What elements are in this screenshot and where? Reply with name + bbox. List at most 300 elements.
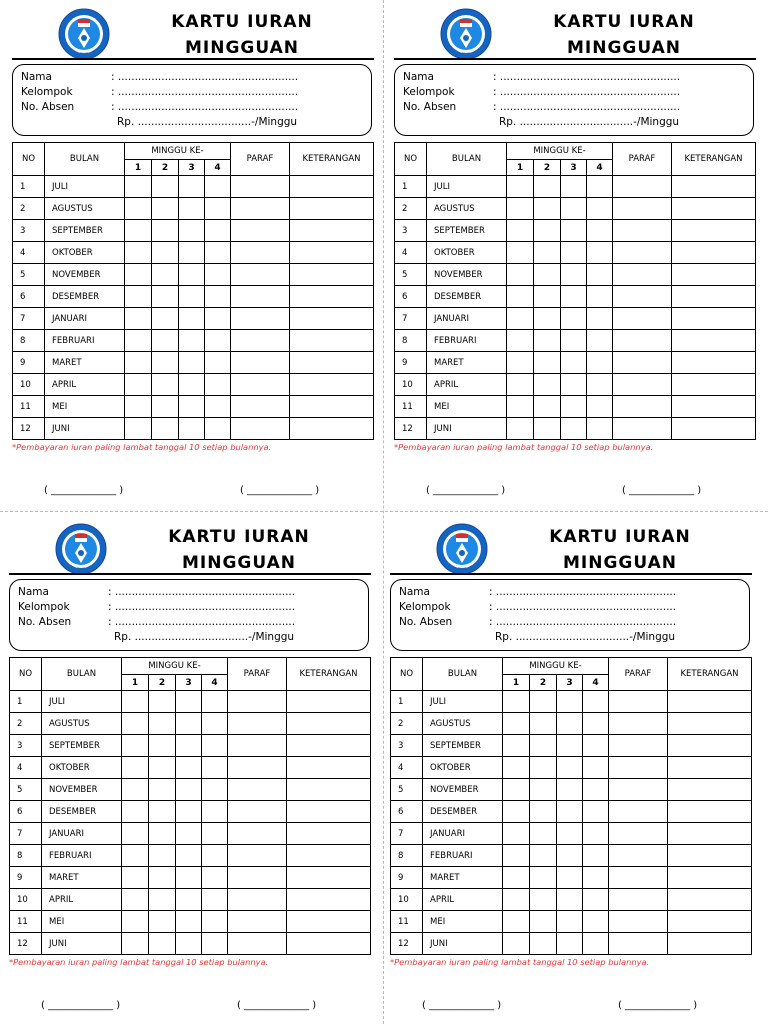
keterangan-cell[interactable] <box>672 286 756 308</box>
paraf-cell[interactable] <box>231 418 290 440</box>
paraf-cell[interactable] <box>609 933 668 955</box>
keterangan-cell[interactable] <box>290 352 374 374</box>
week-2-cell[interactable] <box>530 735 557 757</box>
week-2-cell[interactable] <box>149 933 176 955</box>
week-3-cell[interactable] <box>179 396 205 418</box>
week-4-cell[interactable] <box>583 845 609 867</box>
week-4-cell[interactable] <box>205 176 231 198</box>
week-3-cell[interactable] <box>176 845 202 867</box>
rp-per-week-field[interactable]: Rp. ..................................-/Minggu <box>495 631 676 643</box>
week-1-cell[interactable] <box>503 757 530 779</box>
absen-field[interactable] <box>18 616 295 629</box>
week-2-cell[interactable] <box>149 691 176 713</box>
keterangan-cell[interactable] <box>668 801 752 823</box>
keterangan-cell[interactable] <box>290 242 374 264</box>
week-2-cell[interactable] <box>534 264 561 286</box>
paraf-cell[interactable] <box>613 396 672 418</box>
week-4-cell[interactable] <box>205 198 231 220</box>
keterangan-cell[interactable] <box>290 220 374 242</box>
week-3-cell[interactable] <box>561 418 587 440</box>
week-4-cell[interactable] <box>583 889 609 911</box>
keterangan-cell[interactable] <box>668 889 752 911</box>
keterangan-cell[interactable] <box>672 308 756 330</box>
week-4-cell[interactable] <box>202 757 228 779</box>
week-4-cell[interactable] <box>583 691 609 713</box>
week-3-cell[interactable] <box>179 264 205 286</box>
keterangan-cell[interactable] <box>290 176 374 198</box>
week-2-cell[interactable] <box>534 352 561 374</box>
week-3-cell[interactable] <box>176 735 202 757</box>
keterangan-cell[interactable] <box>668 735 752 757</box>
keterangan-cell[interactable] <box>668 757 752 779</box>
week-3-cell[interactable] <box>557 801 583 823</box>
week-1-cell[interactable] <box>125 198 152 220</box>
week-2-cell[interactable] <box>152 286 179 308</box>
week-4-cell[interactable] <box>583 801 609 823</box>
keterangan-cell[interactable] <box>668 691 752 713</box>
signature-right[interactable]: ( _____________ ) <box>237 1000 317 1011</box>
week-1-cell[interactable] <box>503 735 530 757</box>
nama-field[interactable] <box>403 71 680 84</box>
week-1-cell[interactable] <box>503 867 530 889</box>
keterangan-cell[interactable] <box>287 933 371 955</box>
week-3-cell[interactable] <box>557 713 583 735</box>
week-2-cell[interactable] <box>530 911 557 933</box>
week-1-cell[interactable] <box>122 823 149 845</box>
kelompok-field[interactable] <box>21 86 298 99</box>
week-2-cell[interactable] <box>530 867 557 889</box>
week-1-cell[interactable] <box>125 418 152 440</box>
week-4-cell[interactable] <box>583 933 609 955</box>
week-4-cell[interactable] <box>202 911 228 933</box>
week-1-cell[interactable] <box>507 352 534 374</box>
paraf-cell[interactable] <box>231 242 290 264</box>
week-2-cell[interactable] <box>530 933 557 955</box>
week-3-cell[interactable] <box>561 264 587 286</box>
week-3-cell[interactable] <box>179 198 205 220</box>
week-3-cell[interactable] <box>561 352 587 374</box>
week-2-cell[interactable] <box>530 757 557 779</box>
week-4-cell[interactable] <box>583 779 609 801</box>
week-4-cell[interactable] <box>583 911 609 933</box>
week-3-cell[interactable] <box>176 691 202 713</box>
week-4-cell[interactable] <box>202 845 228 867</box>
signature-left[interactable]: ( _____________ ) <box>44 485 124 496</box>
week-3-cell[interactable] <box>557 691 583 713</box>
paraf-cell[interactable] <box>228 911 287 933</box>
paraf-cell[interactable] <box>228 691 287 713</box>
week-1-cell[interactable] <box>503 779 530 801</box>
week-1-cell[interactable] <box>122 845 149 867</box>
week-2-cell[interactable] <box>534 198 561 220</box>
week-3-cell[interactable] <box>176 713 202 735</box>
week-4-cell[interactable] <box>202 735 228 757</box>
week-2-cell[interactable] <box>149 867 176 889</box>
week-2-cell[interactable] <box>530 779 557 801</box>
week-2-cell[interactable] <box>152 198 179 220</box>
week-3-cell[interactable] <box>179 176 205 198</box>
keterangan-cell[interactable] <box>668 779 752 801</box>
keterangan-cell[interactable] <box>672 418 756 440</box>
week-3-cell[interactable] <box>557 933 583 955</box>
week-1-cell[interactable] <box>122 889 149 911</box>
keterangan-cell[interactable] <box>287 735 371 757</box>
paraf-cell[interactable] <box>228 845 287 867</box>
week-4-cell[interactable] <box>587 176 613 198</box>
paraf-cell[interactable] <box>609 713 668 735</box>
week-4-cell[interactable] <box>587 330 613 352</box>
absen-field[interactable] <box>399 616 676 629</box>
week-1-cell[interactable] <box>503 845 530 867</box>
keterangan-cell[interactable] <box>672 352 756 374</box>
week-1-cell[interactable] <box>122 779 149 801</box>
week-1-cell[interactable] <box>125 176 152 198</box>
week-1-cell[interactable] <box>122 757 149 779</box>
week-2-cell[interactable] <box>152 220 179 242</box>
week-2-cell[interactable] <box>149 779 176 801</box>
paraf-cell[interactable] <box>609 691 668 713</box>
paraf-cell[interactable] <box>228 933 287 955</box>
keterangan-cell[interactable] <box>672 330 756 352</box>
signature-left[interactable]: ( _____________ ) <box>426 485 506 496</box>
week-3-cell[interactable] <box>557 845 583 867</box>
week-2-cell[interactable] <box>530 691 557 713</box>
week-1-cell[interactable] <box>507 418 534 440</box>
week-1-cell[interactable] <box>125 264 152 286</box>
week-4-cell[interactable] <box>583 757 609 779</box>
keterangan-cell[interactable] <box>287 801 371 823</box>
week-3-cell[interactable] <box>561 242 587 264</box>
week-2-cell[interactable] <box>152 396 179 418</box>
paraf-cell[interactable] <box>228 779 287 801</box>
week-2-cell[interactable] <box>152 374 179 396</box>
keterangan-cell[interactable] <box>287 911 371 933</box>
paraf-cell[interactable] <box>231 308 290 330</box>
keterangan-cell[interactable] <box>672 264 756 286</box>
week-4-cell[interactable] <box>202 801 228 823</box>
week-1-cell[interactable] <box>507 374 534 396</box>
week-4-cell[interactable] <box>587 242 613 264</box>
week-4-cell[interactable] <box>587 396 613 418</box>
week-4-cell[interactable] <box>205 352 231 374</box>
week-4-cell[interactable] <box>202 691 228 713</box>
keterangan-cell[interactable] <box>287 757 371 779</box>
week-2-cell[interactable] <box>149 911 176 933</box>
paraf-cell[interactable] <box>228 801 287 823</box>
paraf-cell[interactable] <box>228 735 287 757</box>
week-1-cell[interactable] <box>125 286 152 308</box>
week-3-cell[interactable] <box>561 176 587 198</box>
keterangan-cell[interactable] <box>287 889 371 911</box>
keterangan-cell[interactable] <box>672 198 756 220</box>
week-4-cell[interactable] <box>583 823 609 845</box>
week-2-cell[interactable] <box>534 308 561 330</box>
paraf-cell[interactable] <box>613 374 672 396</box>
keterangan-cell[interactable] <box>290 308 374 330</box>
signature-right[interactable]: ( _____________ ) <box>622 485 702 496</box>
week-3-cell[interactable] <box>176 933 202 955</box>
keterangan-cell[interactable] <box>287 845 371 867</box>
week-4-cell[interactable] <box>202 889 228 911</box>
week-4-cell[interactable] <box>587 198 613 220</box>
week-2-cell[interactable] <box>534 242 561 264</box>
keterangan-cell[interactable] <box>668 713 752 735</box>
week-3-cell[interactable] <box>179 418 205 440</box>
week-2-cell[interactable] <box>149 735 176 757</box>
week-3-cell[interactable] <box>179 374 205 396</box>
week-4-cell[interactable] <box>587 264 613 286</box>
paraf-cell[interactable] <box>231 374 290 396</box>
week-3-cell[interactable] <box>557 779 583 801</box>
week-1-cell[interactable] <box>503 889 530 911</box>
week-4-cell[interactable] <box>587 308 613 330</box>
paraf-cell[interactable] <box>231 330 290 352</box>
week-1-cell[interactable] <box>507 176 534 198</box>
paraf-cell[interactable] <box>231 396 290 418</box>
week-1-cell[interactable] <box>503 713 530 735</box>
week-3-cell[interactable] <box>561 286 587 308</box>
week-2-cell[interactable] <box>152 352 179 374</box>
signature-right[interactable]: ( _____________ ) <box>618 1000 698 1011</box>
week-1-cell[interactable] <box>507 286 534 308</box>
paraf-cell[interactable] <box>609 889 668 911</box>
week-1-cell[interactable] <box>503 911 530 933</box>
paraf-cell[interactable] <box>231 264 290 286</box>
week-3-cell[interactable] <box>176 889 202 911</box>
week-3-cell[interactable] <box>557 911 583 933</box>
keterangan-cell[interactable] <box>672 396 756 418</box>
week-4-cell[interactable] <box>205 308 231 330</box>
rp-per-week-field[interactable]: Rp. ..................................-/Minggu <box>499 116 680 128</box>
nama-field[interactable] <box>399 586 676 599</box>
week-2-cell[interactable] <box>149 823 176 845</box>
week-1-cell[interactable] <box>503 801 530 823</box>
signature-left[interactable]: ( _____________ ) <box>422 1000 502 1011</box>
paraf-cell[interactable] <box>609 845 668 867</box>
keterangan-cell[interactable] <box>668 911 752 933</box>
paraf-cell[interactable] <box>613 418 672 440</box>
keterangan-cell[interactable] <box>290 198 374 220</box>
keterangan-cell[interactable] <box>287 779 371 801</box>
keterangan-cell[interactable] <box>287 713 371 735</box>
week-2-cell[interactable] <box>534 418 561 440</box>
week-2-cell[interactable] <box>534 374 561 396</box>
kelompok-field[interactable] <box>399 601 676 614</box>
week-4-cell[interactable] <box>587 418 613 440</box>
paraf-cell[interactable] <box>609 735 668 757</box>
paraf-cell[interactable] <box>609 867 668 889</box>
week-3-cell[interactable] <box>176 823 202 845</box>
keterangan-cell[interactable] <box>287 823 371 845</box>
week-1-cell[interactable] <box>507 198 534 220</box>
week-2-cell[interactable] <box>534 220 561 242</box>
week-4-cell[interactable] <box>583 735 609 757</box>
week-4-cell[interactable] <box>205 264 231 286</box>
week-2-cell[interactable] <box>149 801 176 823</box>
paraf-cell[interactable] <box>613 220 672 242</box>
paraf-cell[interactable] <box>613 352 672 374</box>
week-3-cell[interactable] <box>179 330 205 352</box>
week-4-cell[interactable] <box>587 352 613 374</box>
week-2-cell[interactable] <box>149 713 176 735</box>
absen-field[interactable] <box>21 101 298 114</box>
paraf-cell[interactable] <box>613 286 672 308</box>
week-2-cell[interactable] <box>530 889 557 911</box>
week-3-cell[interactable] <box>557 757 583 779</box>
keterangan-cell[interactable] <box>290 374 374 396</box>
keterangan-cell[interactable] <box>668 823 752 845</box>
nama-field[interactable] <box>18 586 295 599</box>
week-2-cell[interactable] <box>152 330 179 352</box>
week-1-cell[interactable] <box>125 330 152 352</box>
week-3-cell[interactable] <box>176 801 202 823</box>
week-3-cell[interactable] <box>176 779 202 801</box>
week-1-cell[interactable] <box>122 713 149 735</box>
week-4-cell[interactable] <box>587 220 613 242</box>
week-4-cell[interactable] <box>202 823 228 845</box>
week-1-cell[interactable] <box>507 242 534 264</box>
week-4-cell[interactable] <box>205 396 231 418</box>
paraf-cell[interactable] <box>613 330 672 352</box>
week-2-cell[interactable] <box>534 396 561 418</box>
week-2-cell[interactable] <box>152 264 179 286</box>
week-1-cell[interactable] <box>122 735 149 757</box>
week-1-cell[interactable] <box>503 823 530 845</box>
paraf-cell[interactable] <box>228 867 287 889</box>
week-3-cell[interactable] <box>179 308 205 330</box>
paraf-cell[interactable] <box>231 352 290 374</box>
week-1-cell[interactable] <box>507 264 534 286</box>
week-2-cell[interactable] <box>534 286 561 308</box>
week-2-cell[interactable] <box>152 176 179 198</box>
keterangan-cell[interactable] <box>287 867 371 889</box>
week-1-cell[interactable] <box>503 933 530 955</box>
week-4-cell[interactable] <box>205 242 231 264</box>
week-1-cell[interactable] <box>125 220 152 242</box>
week-3-cell[interactable] <box>179 220 205 242</box>
week-1-cell[interactable] <box>125 308 152 330</box>
week-2-cell[interactable] <box>534 176 561 198</box>
week-2-cell[interactable] <box>530 801 557 823</box>
week-4-cell[interactable] <box>202 867 228 889</box>
week-4-cell[interactable] <box>583 713 609 735</box>
week-3-cell[interactable] <box>179 286 205 308</box>
paraf-cell[interactable] <box>231 286 290 308</box>
week-4-cell[interactable] <box>205 220 231 242</box>
week-3-cell[interactable] <box>179 352 205 374</box>
rp-per-week-field[interactable]: Rp. ..................................-/Minggu <box>117 116 298 128</box>
week-1-cell[interactable] <box>507 220 534 242</box>
week-1-cell[interactable] <box>125 396 152 418</box>
week-3-cell[interactable] <box>176 911 202 933</box>
week-2-cell[interactable] <box>530 713 557 735</box>
keterangan-cell[interactable] <box>668 933 752 955</box>
paraf-cell[interactable] <box>231 220 290 242</box>
week-2-cell[interactable] <box>152 418 179 440</box>
paraf-cell[interactable] <box>613 308 672 330</box>
week-1-cell[interactable] <box>122 801 149 823</box>
paraf-cell[interactable] <box>228 823 287 845</box>
week-3-cell[interactable] <box>561 374 587 396</box>
keterangan-cell[interactable] <box>672 176 756 198</box>
paraf-cell[interactable] <box>609 779 668 801</box>
week-1-cell[interactable] <box>122 691 149 713</box>
week-4-cell[interactable] <box>205 374 231 396</box>
week-4-cell[interactable] <box>205 330 231 352</box>
week-1-cell[interactable] <box>122 933 149 955</box>
week-2-cell[interactable] <box>149 757 176 779</box>
keterangan-cell[interactable] <box>290 418 374 440</box>
week-1-cell[interactable] <box>125 352 152 374</box>
paraf-cell[interactable] <box>609 757 668 779</box>
keterangan-cell[interactable] <box>290 286 374 308</box>
paraf-cell[interactable] <box>609 911 668 933</box>
week-1-cell[interactable] <box>507 396 534 418</box>
week-4-cell[interactable] <box>587 374 613 396</box>
signature-left[interactable]: ( _____________ ) <box>41 1000 121 1011</box>
week-1-cell[interactable] <box>125 374 152 396</box>
paraf-cell[interactable] <box>228 889 287 911</box>
paraf-cell[interactable] <box>231 198 290 220</box>
paraf-cell[interactable] <box>609 801 668 823</box>
keterangan-cell[interactable] <box>290 264 374 286</box>
paraf-cell[interactable] <box>228 713 287 735</box>
week-1-cell[interactable] <box>122 867 149 889</box>
paraf-cell[interactable] <box>613 264 672 286</box>
week-2-cell[interactable] <box>149 845 176 867</box>
keterangan-cell[interactable] <box>290 330 374 352</box>
paraf-cell[interactable] <box>609 823 668 845</box>
keterangan-cell[interactable] <box>668 845 752 867</box>
week-3-cell[interactable] <box>557 867 583 889</box>
week-3-cell[interactable] <box>561 198 587 220</box>
paraf-cell[interactable] <box>613 242 672 264</box>
week-4-cell[interactable] <box>587 286 613 308</box>
week-1-cell[interactable] <box>503 691 530 713</box>
week-2-cell[interactable] <box>152 308 179 330</box>
week-4-cell[interactable] <box>202 779 228 801</box>
keterangan-cell[interactable] <box>672 220 756 242</box>
keterangan-cell[interactable] <box>290 396 374 418</box>
week-3-cell[interactable] <box>561 396 587 418</box>
keterangan-cell[interactable] <box>672 374 756 396</box>
week-3-cell[interactable] <box>176 867 202 889</box>
paraf-cell[interactable] <box>228 757 287 779</box>
week-4-cell[interactable] <box>583 867 609 889</box>
week-3-cell[interactable] <box>179 242 205 264</box>
kelompok-field[interactable] <box>18 601 295 614</box>
paraf-cell[interactable] <box>613 198 672 220</box>
week-1-cell[interactable] <box>507 330 534 352</box>
week-1-cell[interactable] <box>125 242 152 264</box>
week-3-cell[interactable] <box>561 330 587 352</box>
paraf-cell[interactable] <box>231 176 290 198</box>
week-1-cell[interactable] <box>122 911 149 933</box>
paraf-cell[interactable] <box>613 176 672 198</box>
week-4-cell[interactable] <box>205 418 231 440</box>
week-3-cell[interactable] <box>557 735 583 757</box>
week-2-cell[interactable] <box>149 889 176 911</box>
week-3-cell[interactable] <box>561 308 587 330</box>
week-3-cell[interactable] <box>557 823 583 845</box>
week-2-cell[interactable] <box>152 242 179 264</box>
rp-per-week-field[interactable]: Rp. ..................................-/Minggu <box>114 631 295 643</box>
week-3-cell[interactable] <box>176 757 202 779</box>
absen-field[interactable] <box>403 101 680 114</box>
week-1-cell[interactable] <box>507 308 534 330</box>
keterangan-cell[interactable] <box>287 691 371 713</box>
keterangan-cell[interactable] <box>672 242 756 264</box>
